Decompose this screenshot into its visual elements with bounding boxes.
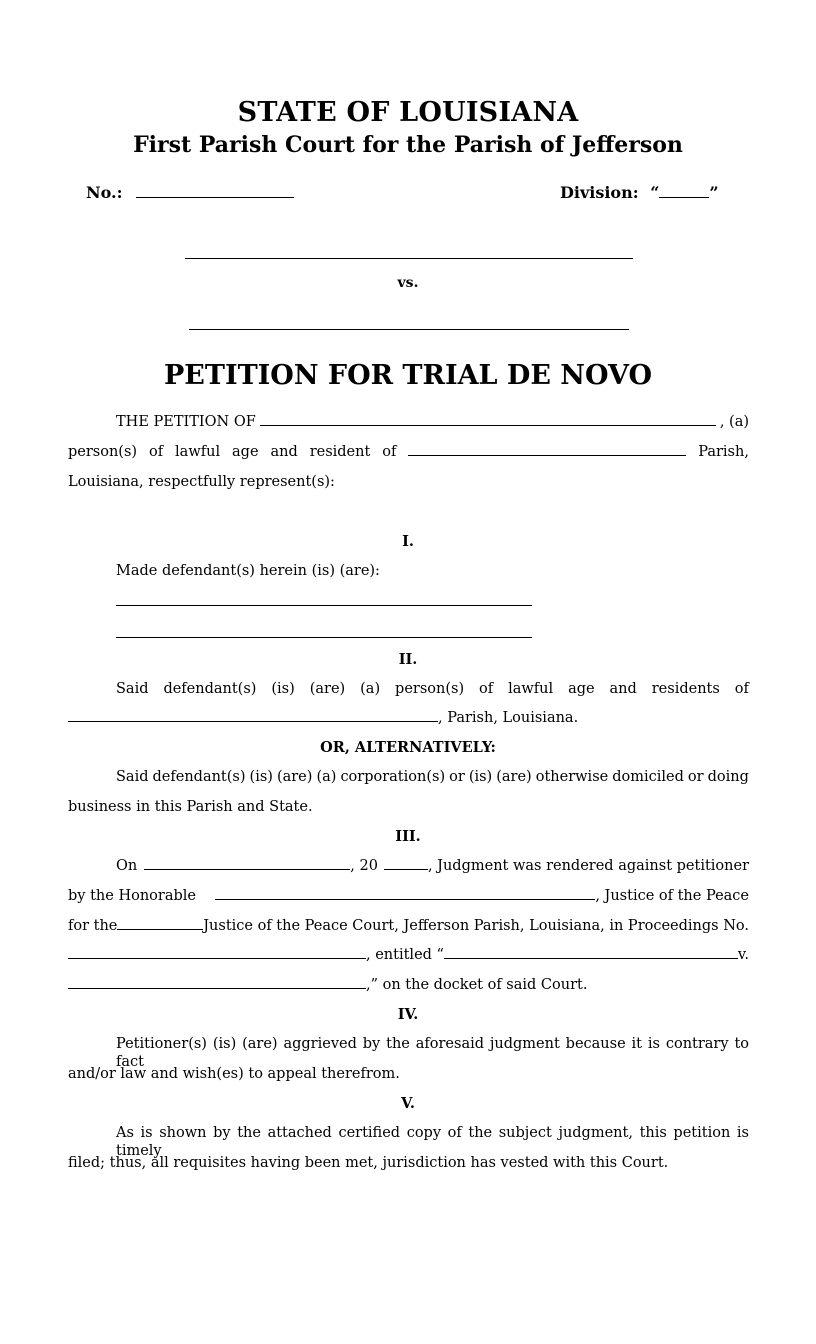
s3-docket: ,” on the docket of said Court. bbox=[366, 977, 588, 993]
section-2-line-2 bbox=[68, 709, 749, 727]
alt-word: or bbox=[687, 769, 704, 785]
s2-word: defendant(s) bbox=[163, 681, 257, 697]
alt-word: Said bbox=[116, 769, 149, 785]
defendant-2-line[interactable] bbox=[116, 637, 532, 638]
case-title-plaintiff-field[interactable] bbox=[444, 946, 738, 959]
section-2-line-1 bbox=[68, 680, 749, 698]
division-open-quote: “ bbox=[650, 183, 660, 202]
ward-number-field[interactable] bbox=[117, 917, 203, 930]
defendant-1-line[interactable] bbox=[116, 605, 532, 606]
defendant-residence-field[interactable] bbox=[68, 709, 438, 722]
s3-justice-group bbox=[215, 887, 749, 905]
s2-word: age bbox=[568, 681, 595, 697]
section-1-text: Made defendant(s) herein (is) (are): bbox=[116, 563, 380, 579]
alt-word: doing bbox=[707, 769, 749, 785]
alternatively-line-1 bbox=[68, 768, 749, 786]
intro-word: lawful bbox=[175, 444, 221, 460]
s3-v: v. bbox=[737, 947, 749, 963]
section-3-line-5 bbox=[68, 976, 749, 994]
alt-word: (are) bbox=[496, 769, 532, 785]
alt-word: corporation(s) bbox=[340, 769, 446, 785]
section-3-line-4 bbox=[68, 946, 749, 964]
s2-word: (are) bbox=[309, 681, 346, 697]
s3-entitled: , entitled “ bbox=[366, 947, 444, 963]
versus-label: vs. bbox=[397, 275, 419, 291]
section-4-line-2: and/or law and wish(es) to appeal therefrom. bbox=[68, 1066, 400, 1082]
intro-word: of bbox=[149, 444, 164, 460]
intro-petition-of: THE PETITION OF bbox=[116, 414, 256, 430]
intro-parish: Parish, bbox=[698, 444, 749, 460]
defendant-line[interactable] bbox=[189, 329, 629, 330]
alt-word: defendant(s) bbox=[152, 769, 246, 785]
s3-by-honorable: by the Honorable bbox=[68, 888, 196, 904]
s2-word: residents bbox=[651, 681, 720, 697]
section-3-line-1 bbox=[68, 857, 749, 875]
case-number-field[interactable] bbox=[136, 183, 294, 198]
section-1-heading: I. bbox=[402, 533, 414, 550]
s3-on: On bbox=[116, 858, 138, 874]
alt-word: (a) bbox=[316, 769, 337, 785]
division bbox=[560, 183, 719, 202]
s3-date-group bbox=[144, 857, 749, 875]
s3-court-text: Justice of the Peace Court, Jefferson Parish, Louisiana, in Proceedings No. bbox=[203, 918, 749, 934]
document-title: PETITION FOR TRIAL DE NOVO bbox=[163, 360, 653, 391]
division-field[interactable] bbox=[659, 183, 709, 198]
s2-word: person(s) bbox=[395, 681, 465, 697]
alt-word: (is) bbox=[249, 769, 273, 785]
case-number-label: No.: bbox=[86, 183, 123, 202]
section-5-line-2: filed; thus, all requisites having been met, jurisdiction has vested with this Court. bbox=[68, 1155, 669, 1171]
resident-parish-field[interactable] bbox=[408, 443, 686, 456]
alternatively-heading: OR, ALTERNATIVELY: bbox=[320, 739, 496, 756]
alt-word: (are) bbox=[276, 769, 313, 785]
s2-word: of bbox=[479, 681, 494, 697]
judgment-date-field[interactable] bbox=[144, 857, 350, 870]
alt-word: otherwise bbox=[535, 769, 609, 785]
judgment-year-field[interactable] bbox=[384, 857, 428, 870]
section-5-heading: V. bbox=[401, 1095, 415, 1112]
s2-word: (is) bbox=[271, 681, 295, 697]
s2-word: lawful bbox=[508, 681, 554, 697]
intro-line-2 bbox=[68, 443, 749, 461]
intro-word: and bbox=[270, 444, 298, 460]
section-2-heading: II. bbox=[398, 651, 418, 668]
alt-word: (is) bbox=[468, 769, 493, 785]
justice-name-field[interactable] bbox=[215, 887, 595, 900]
case-number bbox=[86, 183, 294, 202]
s2-parish-louisiana: , Parish, Louisiana. bbox=[438, 710, 579, 726]
intro-word: person(s) bbox=[68, 444, 138, 460]
division-label: Division: bbox=[560, 183, 639, 202]
intro-a: , (a) bbox=[719, 414, 749, 430]
intro-line-1 bbox=[68, 413, 749, 431]
court-title: First Parish Court for the Parish of Jefferson bbox=[133, 132, 683, 158]
s2-word: Said bbox=[116, 681, 149, 697]
s3-justice-peace: , Justice of the Peace bbox=[595, 888, 749, 904]
alternatively-line-2: business in this Parish and State. bbox=[68, 799, 313, 815]
s2-word: and bbox=[609, 681, 637, 697]
s2-word: of bbox=[734, 681, 749, 697]
section-3-line-3 bbox=[68, 917, 749, 935]
petitioner-name-field[interactable] bbox=[260, 413, 716, 426]
s3-judgment: , Judgment was rendered against petitioner bbox=[427, 858, 749, 874]
state-title: STATE OF LOUISIANA bbox=[237, 97, 579, 128]
division-close-quote: ” bbox=[709, 183, 719, 202]
section-3-line-2 bbox=[68, 887, 749, 905]
intro-word: resident bbox=[309, 444, 371, 460]
s3-for-the: for the bbox=[68, 918, 118, 934]
s2-word: (a) bbox=[360, 681, 381, 697]
alt-word: or bbox=[449, 769, 465, 785]
alt-word: domiciled bbox=[612, 769, 684, 785]
section-4-line-1: Petitioner(s) (is) (are) aggrieved by the aforesaid judgment because it is contrary to fact bbox=[116, 1036, 749, 1070]
plaintiff-line[interactable] bbox=[185, 258, 633, 259]
section-4-heading: IV. bbox=[397, 1006, 419, 1023]
section-5-line-1: As is shown by the attached certified copy of the subject judgment, this petition is timely bbox=[116, 1125, 749, 1159]
intro-word: of bbox=[382, 444, 397, 460]
intro-word: age bbox=[232, 444, 259, 460]
proceedings-number-field[interactable] bbox=[68, 946, 366, 959]
section-3-heading: III. bbox=[395, 828, 421, 845]
intro-line-3: Louisiana, respectfully represent(s): bbox=[68, 474, 335, 490]
case-title-defendant-field[interactable] bbox=[68, 976, 366, 989]
s3-comma-20: , 20 bbox=[350, 858, 378, 874]
